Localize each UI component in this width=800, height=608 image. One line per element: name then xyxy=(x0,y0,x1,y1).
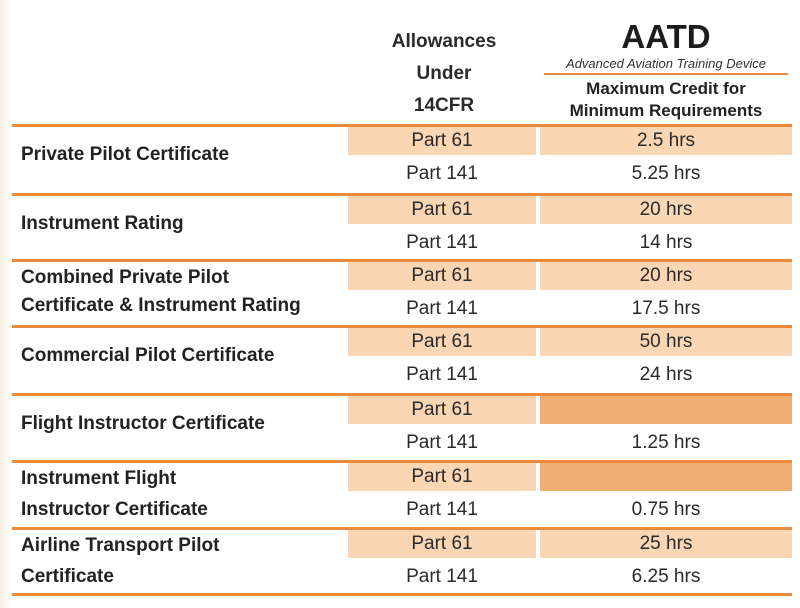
certificate-name-line: Instrument Rating xyxy=(21,213,184,234)
certificate-name-line: Certificate & Instrument Rating xyxy=(21,295,301,316)
part-cell: Part 61 xyxy=(348,530,536,558)
hours-cell: 20 hrs xyxy=(540,262,792,290)
certificate-name xyxy=(21,463,351,525)
certificate-name-line: Combined Private Pilot xyxy=(21,267,229,288)
certificate-name xyxy=(21,342,351,370)
certificate-name xyxy=(21,210,351,238)
part-cell: Part 141 xyxy=(406,298,478,319)
certificate-name-line: Certificate xyxy=(21,566,114,587)
hours-cell: 5.25 hrs xyxy=(631,163,701,184)
hours-cell: 50 hrs xyxy=(540,328,792,356)
allowances-header-line: 14CFR xyxy=(413,95,475,116)
certificate-name-line: Airline Transport Pilot xyxy=(21,535,220,556)
hours-cell: 2.5 hrs xyxy=(540,127,792,155)
aatd-header xyxy=(540,18,792,75)
certificate-name xyxy=(21,530,351,592)
max-credit-header-line: Minimum Requirements xyxy=(569,101,763,120)
hours-cell: 25 hrs xyxy=(540,530,792,558)
part-cell: Part 141 xyxy=(406,232,478,253)
empty-hours-cell xyxy=(540,396,792,424)
hours-cell: 6.25 hrs xyxy=(631,566,701,587)
table-bottom-border xyxy=(12,593,792,596)
part-cell: Part 61 xyxy=(348,463,536,491)
part-cell: Part 61 xyxy=(348,328,536,356)
hours-cell: 14 hrs xyxy=(639,232,693,253)
certificate-name-line: Private Pilot Certificate xyxy=(21,144,230,165)
certificate-name-line: Instructor Certificate xyxy=(21,499,208,520)
certificate-name-line: Instrument Flight xyxy=(21,468,177,489)
aatd-divider xyxy=(544,73,788,75)
certificate-name-line: Commercial Pilot Certificate xyxy=(21,345,275,366)
hours-cell: 17.5 hrs xyxy=(631,298,701,319)
aatd-title: AATD xyxy=(621,18,711,55)
certificate-name xyxy=(21,264,351,320)
hours-cell: 20 hrs xyxy=(540,196,792,224)
allowances-header-line: Under xyxy=(416,63,472,84)
certificate-name-line: Flight Instructor Certificate xyxy=(21,413,265,434)
part-cell: Part 141 xyxy=(406,364,478,385)
part-cell: Part 61 xyxy=(348,196,536,224)
allowances-header-line: Allowances xyxy=(391,31,497,52)
part-cell: Part 61 xyxy=(348,396,536,424)
part-cell: Part 61 xyxy=(348,262,536,290)
hours-cell: 0.75 hrs xyxy=(631,499,701,520)
max-credit-header xyxy=(540,78,792,122)
max-credit-header-line: Maximum Credit for xyxy=(586,79,746,98)
left-edge-strip xyxy=(0,0,12,608)
certificate-name xyxy=(21,410,351,438)
aatd-subtitle: Advanced Aviation Training Device xyxy=(566,56,766,71)
part-cell: Part 61 xyxy=(348,127,536,155)
hours-cell: 1.25 hrs xyxy=(631,432,701,453)
part-cell: Part 141 xyxy=(406,432,478,453)
hours-cell: 24 hrs xyxy=(639,364,693,385)
part-cell: Part 141 xyxy=(406,163,478,184)
empty-hours-cell xyxy=(540,463,792,491)
certificate-name xyxy=(21,141,351,169)
allowances-header xyxy=(350,26,538,122)
part-cell: Part 141 xyxy=(406,499,478,520)
part-cell: Part 141 xyxy=(406,566,478,587)
